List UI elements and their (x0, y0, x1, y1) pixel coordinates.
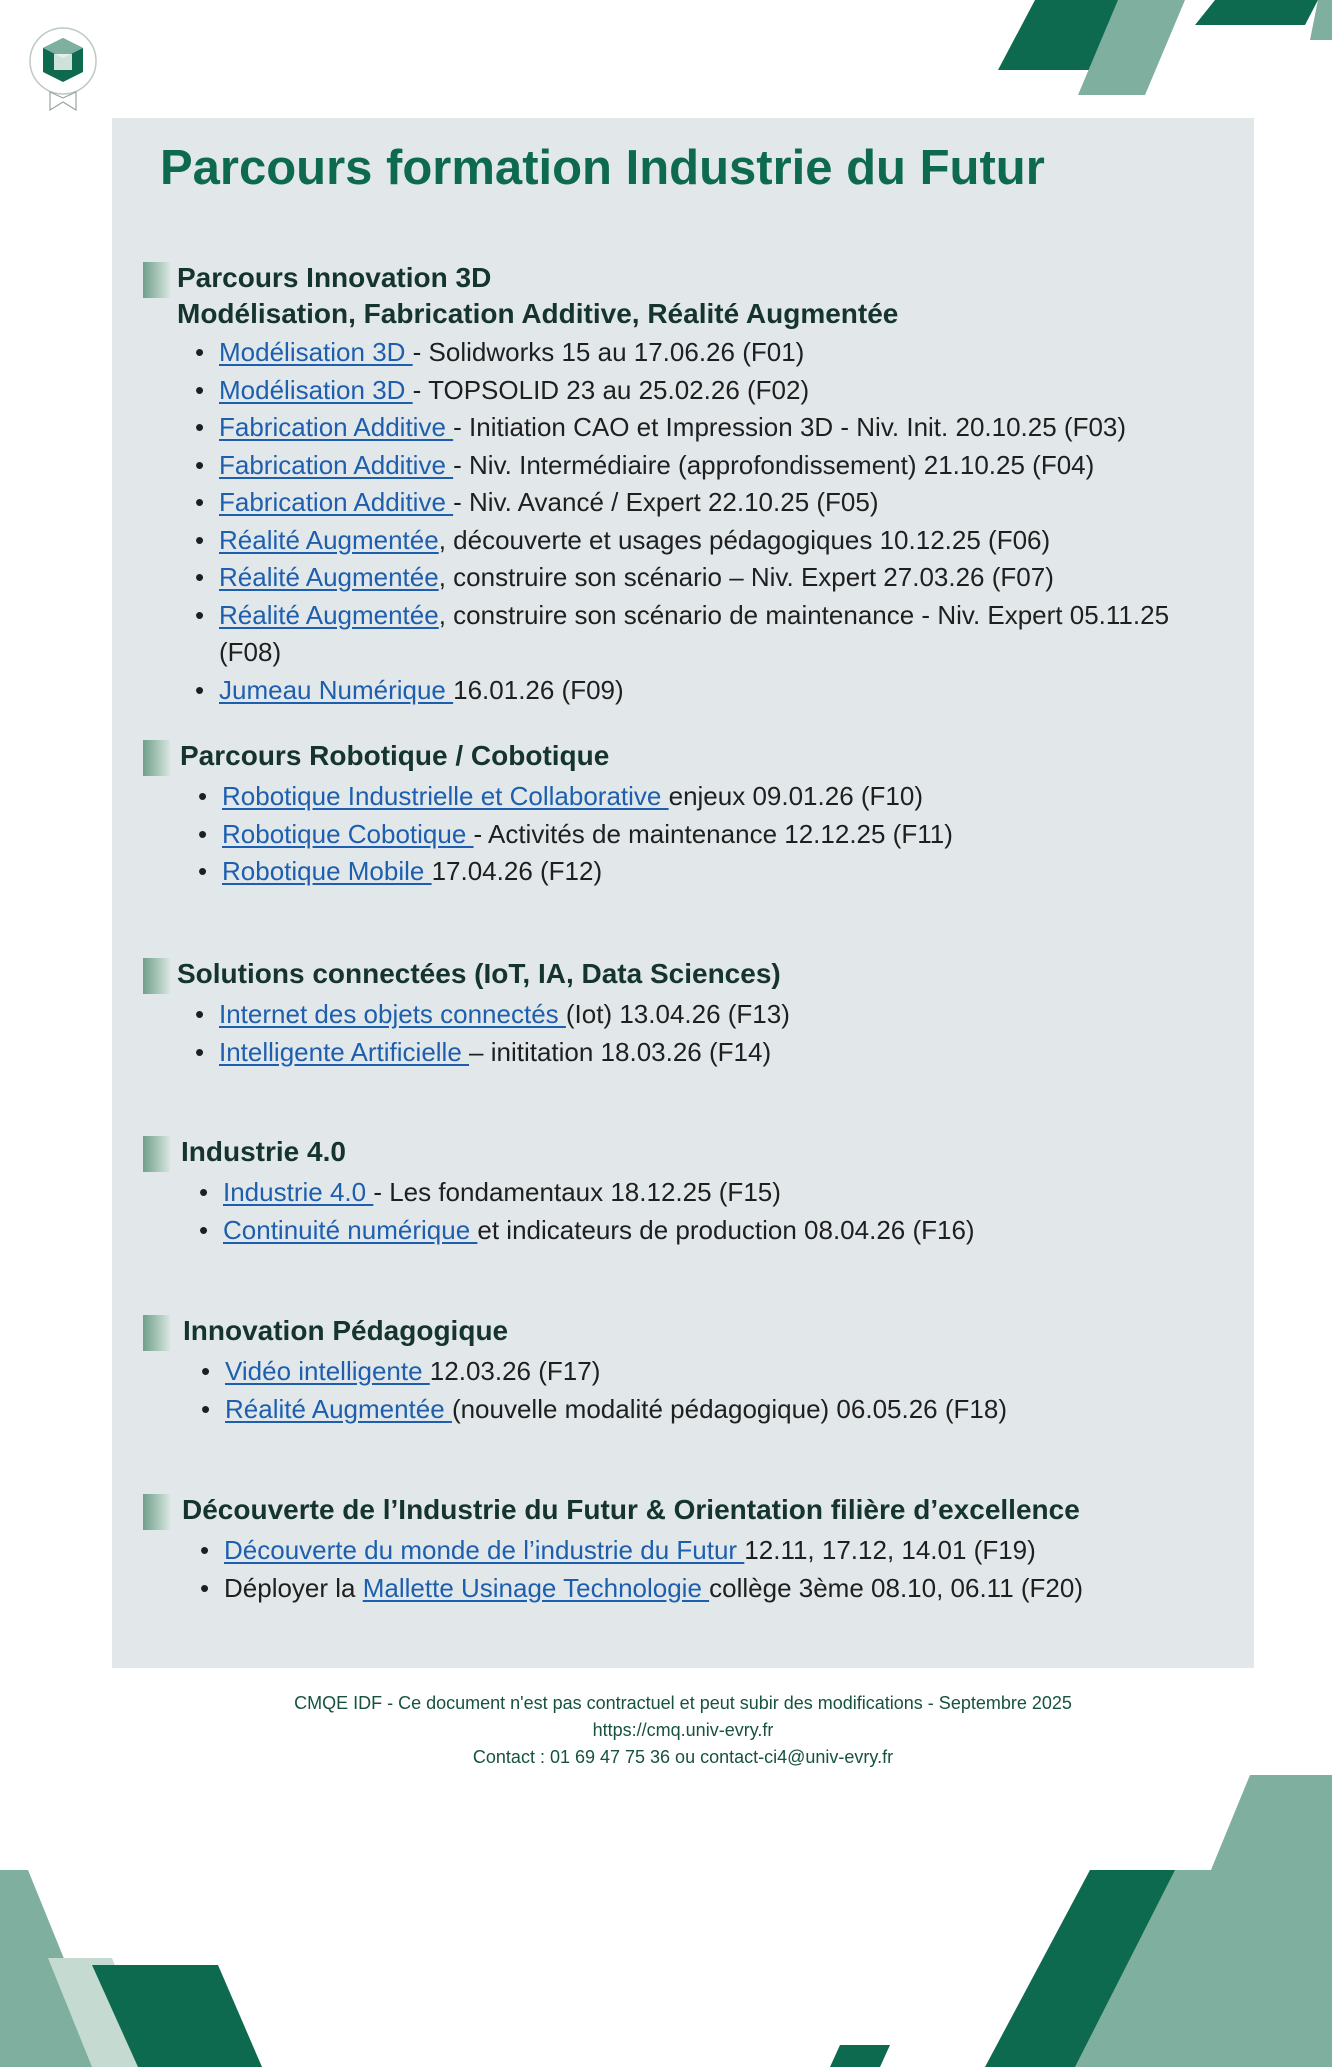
section-marker-icon (143, 958, 170, 994)
course-list (135, 1174, 1233, 1249)
section-robotique (143, 738, 1233, 891)
section-marker-icon (143, 262, 170, 298)
list-item (136, 1532, 1233, 1570)
section-solutions-connectees (143, 956, 1233, 1071)
course-link[interactable]: Fabrication Additive (219, 487, 454, 517)
bullet-icon: • (195, 487, 205, 517)
bullet-icon: • (195, 337, 205, 367)
course-details: , découverte et usages pédagogiques 10.12.25 (F06) (438, 524, 1051, 555)
bullet-icon: • (195, 674, 205, 705)
list-item (131, 334, 1233, 372)
list-item (131, 447, 1233, 485)
section-marker-icon (143, 1315, 170, 1351)
section-industrie-4-0 (143, 1134, 1233, 1249)
section-innovation-pedagogique (143, 1313, 1233, 1428)
course-link[interactable]: Réalité Augmentée (219, 599, 439, 630)
bottom-right-stripes (830, 1775, 1332, 2067)
section-title: Découverte de l’Industrie du Futur & Orientation filière d’excellence (182, 1494, 1080, 1525)
list-item (131, 484, 1233, 522)
course-list (136, 1532, 1233, 1607)
course-details: (Iot) 13.04.26 (F13) (565, 999, 790, 1029)
list-item (131, 672, 1233, 710)
course-details: 16.01.26 (F09) (453, 674, 624, 705)
section-marker-icon (143, 1494, 170, 1530)
course-link[interactable]: Robotique Cobotique (222, 818, 474, 849)
top-right-stripes (998, 0, 1332, 95)
bullet-icon: • (198, 856, 208, 886)
list-item (131, 522, 1233, 560)
bullet-icon: • (198, 781, 208, 811)
bullet-icon: • (195, 999, 205, 1029)
section-title: Industrie 4.0 (181, 1136, 346, 1167)
course-details: enjeux 09.01.26 (F10) (668, 781, 923, 811)
section-marker-icon (143, 740, 170, 776)
bullet-icon: • (198, 818, 208, 849)
bullet-icon: • (199, 1214, 209, 1245)
bullet-icon: • (195, 412, 205, 442)
section-header (143, 738, 1233, 776)
list-item (131, 597, 1233, 672)
bullet-icon: • (200, 1572, 210, 1603)
footer-disclaimer: CMQE IDF - Ce document n'est pas contractuel et peut subir des modifications - Septembre 2025 (294, 1693, 1072, 1713)
course-link[interactable]: Modélisation 3D (219, 374, 413, 405)
list-item (131, 559, 1233, 597)
course-details: , construire son scénario – Niv. Expert 27.03.26 (F07) (438, 562, 1054, 592)
course-link[interactable]: Réalité Augmentée (219, 524, 439, 555)
course-details: - TOPSOLID 23 au 25.02.26 (F02) (412, 374, 810, 405)
list-item (134, 853, 1233, 891)
bullet-icon: • (199, 1177, 209, 1207)
bottom-left-stripes (0, 1870, 262, 2067)
course-details: , construire son scénario de maintenance - Niv. Expert 05.11.25 (F08) (219, 599, 1170, 667)
page-title: Parcours formation Industrie du Futur (160, 141, 1045, 195)
course-link[interactable]: Intelligente Artificielle (219, 1036, 470, 1067)
course-link[interactable]: Vidéo intelligente (225, 1356, 430, 1386)
section-decouverte-industrie (143, 1492, 1233, 1607)
footer (112, 1690, 1254, 1771)
list-item (137, 1353, 1233, 1391)
bullet-icon: • (195, 374, 205, 405)
course-link[interactable]: Modélisation 3D (219, 337, 413, 367)
section-header (143, 1492, 1233, 1530)
bullet-icon: • (201, 1393, 211, 1424)
course-list (137, 1353, 1233, 1428)
list-item (135, 1174, 1233, 1212)
course-details: – inititation 18.03.26 (F14) (469, 1036, 772, 1067)
section-innovation-3d (143, 260, 1233, 709)
list-item (131, 1034, 1233, 1072)
list-item (136, 1570, 1233, 1608)
section-title: Solutions connectées (IoT, IA, Data Sciences) (177, 958, 781, 989)
course-details: 17.04.26 (F12) (431, 856, 603, 886)
bullet-icon: • (195, 599, 205, 630)
course-link[interactable]: Jumeau Numérique (219, 674, 454, 705)
bullet-icon: • (195, 524, 205, 555)
course-link[interactable]: Internet des objets connectés (219, 999, 566, 1029)
bullet-icon: • (195, 1036, 205, 1067)
course-prefix: Déployer la (224, 1572, 363, 1603)
footer-contact: Contact : 01 69 47 75 36 ou contact-ci4@univ-evry.fr (472, 1747, 894, 1767)
course-details: - Activités de maintenance 12.12.25 (F11) (473, 818, 953, 849)
bullet-icon: • (195, 449, 205, 480)
course-list (134, 778, 1233, 891)
course-details: (nouvelle modalité pédagogique) 06.05.26 (F18) (451, 1393, 1007, 1424)
course-details: - Niv. Intermédiaire (approfondissement) 21.10.25 (F04) (453, 449, 1095, 480)
section-header (143, 1313, 1233, 1351)
section-title: Parcours Innovation 3D (177, 262, 492, 293)
course-details: 12.11, 17.12, 14.01 (F19) (744, 1535, 1036, 1565)
section-header (143, 956, 1233, 994)
list-item (131, 996, 1233, 1034)
course-link[interactable]: Fabrication Additive (219, 412, 454, 442)
course-link[interactable]: Robotique Mobile (222, 856, 432, 886)
course-list (131, 334, 1233, 709)
course-details: - Initiation CAO et Impression 3D - Niv. Init. 20.10.25 (F03) (453, 412, 1127, 442)
course-link[interactable]: Fabrication Additive (219, 449, 454, 480)
course-link[interactable]: Réalité Augmentée (225, 1393, 452, 1424)
course-details: collège 3ème 08.10, 06.11 (F20) (709, 1572, 1084, 1603)
course-details: et indicateurs de production 08.04.26 (F16) (477, 1214, 975, 1245)
course-details: - Niv. Avancé / Expert 22.10.25 (F05) (453, 487, 879, 517)
course-details: - Les fondamentaux 18.12.25 (F15) (373, 1177, 781, 1207)
course-link[interactable]: Mallette Usinage Technologie (362, 1572, 710, 1603)
course-link[interactable]: Découverte du monde de l’industrie du Futur (224, 1535, 745, 1565)
course-link[interactable]: Industrie 4.0 (223, 1177, 374, 1207)
section-header (143, 260, 1233, 332)
bullet-icon: • (201, 1356, 211, 1386)
course-link[interactable]: Robotique Industrielle et Collaborative (222, 781, 669, 811)
list-item (131, 372, 1233, 410)
course-link[interactable]: Continuité numérique (223, 1214, 478, 1245)
bullet-icon: • (200, 1535, 210, 1565)
section-title: Parcours Robotique / Cobotique (180, 740, 610, 771)
section-subtitle: Modélisation, Fabrication Additive, Réalité Augmentée (177, 298, 899, 329)
footer-website-link[interactable]: https://cmq.univ-evry.fr (592, 1720, 774, 1740)
list-item (131, 409, 1233, 447)
course-details: - Solidworks 15 au 17.06.26 (F01) (412, 337, 805, 367)
section-title: Innovation Pédagogique (183, 1315, 509, 1346)
course-list (131, 996, 1233, 1071)
list-item (135, 1212, 1233, 1250)
list-item (134, 816, 1233, 854)
course-details: 12.03.26 (F17) (429, 1356, 601, 1386)
section-marker-icon (143, 1136, 170, 1172)
bullet-icon: • (195, 562, 205, 592)
course-link[interactable]: Réalité Augmentée (219, 562, 439, 592)
section-header (143, 1134, 1233, 1172)
cmqe-logo-icon (28, 26, 98, 112)
list-item (137, 1391, 1233, 1429)
list-item (134, 778, 1233, 816)
